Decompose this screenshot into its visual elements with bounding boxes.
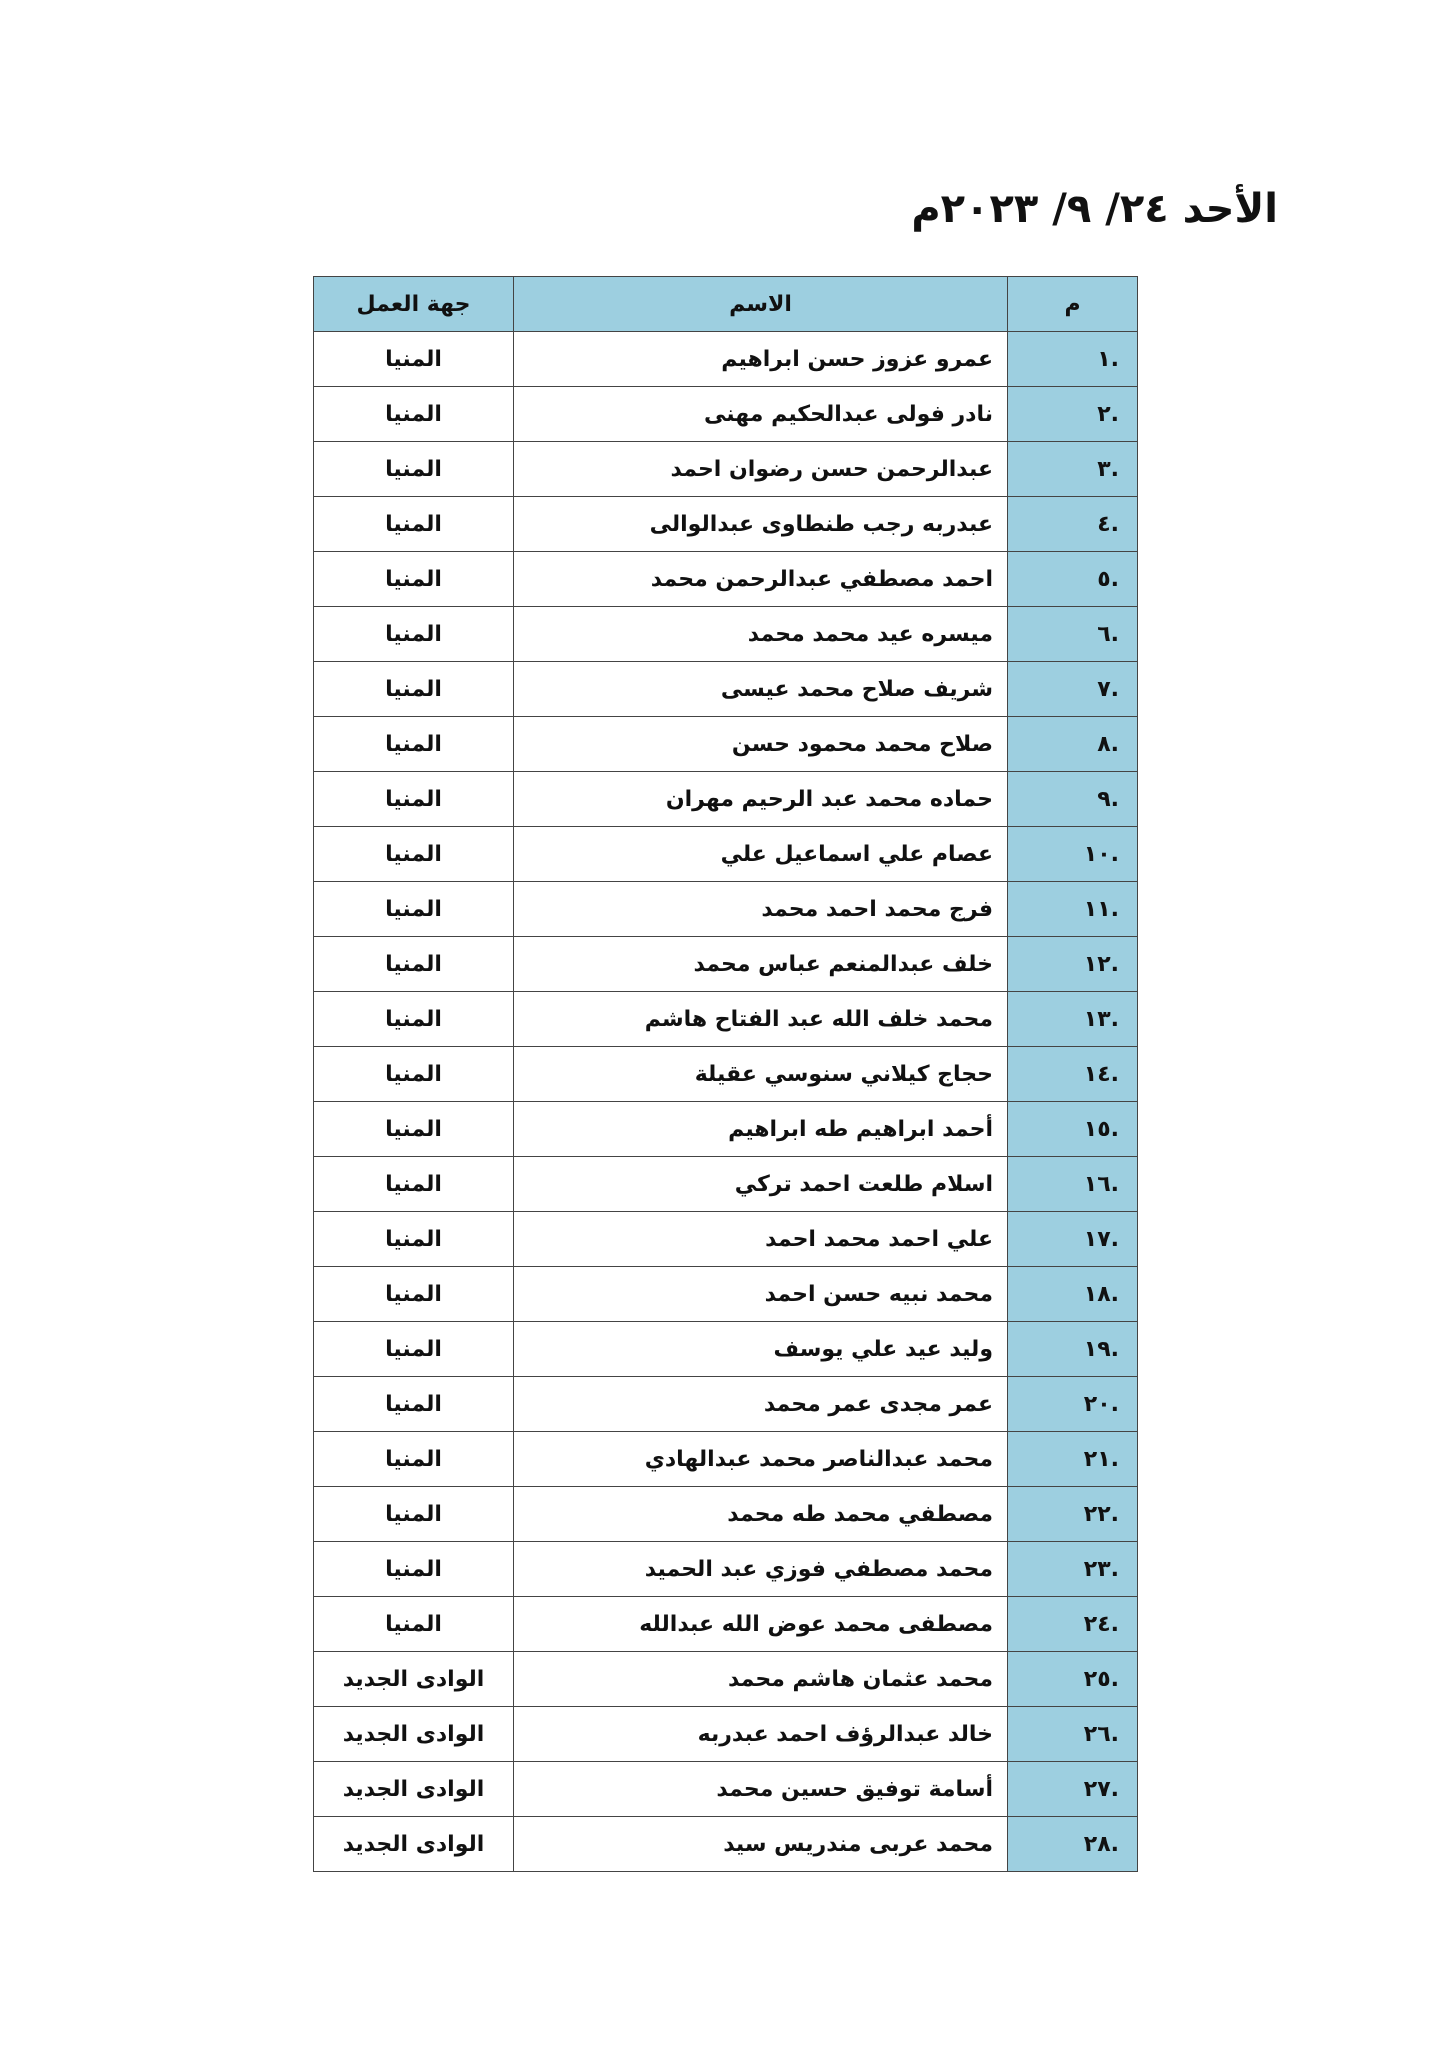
table-row bbox=[314, 827, 1138, 882]
row-name: محمد عربى مندريس سيد bbox=[514, 1817, 1008, 1872]
row-number: .٢١ bbox=[1008, 1432, 1138, 1487]
table-row bbox=[314, 992, 1138, 1047]
row-name: احمد مصطفي عبدالرحمن محمد bbox=[514, 552, 1008, 607]
row-name: حماده محمد عبد الرحيم مهران bbox=[514, 772, 1008, 827]
row-number: .٢٣ bbox=[1008, 1542, 1138, 1597]
row-workplace: المنيا bbox=[314, 552, 514, 607]
row-name: وليد عيد علي يوسف bbox=[514, 1322, 1008, 1377]
row-workplace: المنيا bbox=[314, 937, 514, 992]
row-number: .١٥ bbox=[1008, 1102, 1138, 1157]
table-row bbox=[314, 1047, 1138, 1102]
row-workplace: المنيا bbox=[314, 1432, 514, 1487]
table-row bbox=[314, 882, 1138, 937]
row-workplace: المنيا bbox=[314, 1487, 514, 1542]
table-row bbox=[314, 1322, 1138, 1377]
row-number: .٢٦ bbox=[1008, 1707, 1138, 1762]
row-number: .٤ bbox=[1008, 497, 1138, 552]
row-number: .١٣ bbox=[1008, 992, 1138, 1047]
row-workplace: المنيا bbox=[314, 1102, 514, 1157]
table-row bbox=[314, 1597, 1138, 1652]
row-workplace: الوادى الجديد bbox=[314, 1707, 514, 1762]
row-name: عبدالرحمن حسن رضوان احمد bbox=[514, 442, 1008, 497]
table-row bbox=[314, 772, 1138, 827]
row-workplace: المنيا bbox=[314, 827, 514, 882]
row-workplace: المنيا bbox=[314, 1597, 514, 1652]
row-name: ميسره عيد محمد محمد bbox=[514, 607, 1008, 662]
table-body bbox=[314, 332, 1138, 1872]
row-name: محمد خلف الله عبد الفتاح هاشم bbox=[514, 992, 1008, 1047]
table-row bbox=[314, 1377, 1138, 1432]
row-number: .٢٥ bbox=[1008, 1652, 1138, 1707]
row-name: محمد عبدالناصر محمد عبدالهادي bbox=[514, 1432, 1008, 1487]
row-number: .٢٨ bbox=[1008, 1817, 1138, 1872]
row-name: أحمد ابراهيم طه ابراهيم bbox=[514, 1102, 1008, 1157]
row-number: .٦ bbox=[1008, 607, 1138, 662]
table-row bbox=[314, 497, 1138, 552]
row-number: .٥ bbox=[1008, 552, 1138, 607]
row-name: عمرو عزوز حسن ابراهيم bbox=[514, 332, 1008, 387]
table-row bbox=[314, 937, 1138, 992]
row-name: أسامة توفيق حسين محمد bbox=[514, 1762, 1008, 1817]
row-number: .٣ bbox=[1008, 442, 1138, 497]
row-number: .١٨ bbox=[1008, 1267, 1138, 1322]
row-workplace: المنيا bbox=[314, 332, 514, 387]
row-workplace: المنيا bbox=[314, 1322, 514, 1377]
row-name: نادر فولى عبدالحكيم مهنى bbox=[514, 387, 1008, 442]
row-name: محمد مصطفي فوزي عبد الحميد bbox=[514, 1542, 1008, 1597]
row-workplace: الوادى الجديد bbox=[314, 1652, 514, 1707]
row-workplace: المنيا bbox=[314, 1542, 514, 1597]
row-workplace: المنيا bbox=[314, 387, 514, 442]
row-number: .١ bbox=[1008, 332, 1138, 387]
row-workplace: الوادى الجديد bbox=[314, 1762, 514, 1817]
row-number: .١٠ bbox=[1008, 827, 1138, 882]
row-name: اسلام طلعت احمد تركي bbox=[514, 1157, 1008, 1212]
row-name: مصطفي محمد طه محمد bbox=[514, 1487, 1008, 1542]
row-number: .٢ bbox=[1008, 387, 1138, 442]
row-workplace: المنيا bbox=[314, 1047, 514, 1102]
row-workplace: المنيا bbox=[314, 1377, 514, 1432]
row-name: عمر مجدى عمر محمد bbox=[514, 1377, 1008, 1432]
row-name: صلاح محمد محمود حسن bbox=[514, 717, 1008, 772]
table-row bbox=[314, 552, 1138, 607]
table-row bbox=[314, 442, 1138, 497]
table-row bbox=[314, 1102, 1138, 1157]
table-row bbox=[314, 607, 1138, 662]
row-workplace: المنيا bbox=[314, 442, 514, 497]
row-name: فرج محمد احمد محمد bbox=[514, 882, 1008, 937]
table-row bbox=[314, 1267, 1138, 1322]
row-name: محمد نبيه حسن احمد bbox=[514, 1267, 1008, 1322]
page-title: الأحد ٢٤/ ٩/ ٢٠٢٣م bbox=[911, 186, 1278, 232]
table-row bbox=[314, 387, 1138, 442]
row-workplace: المنيا bbox=[314, 1267, 514, 1322]
row-number: .١٦ bbox=[1008, 1157, 1138, 1212]
row-number: .١٤ bbox=[1008, 1047, 1138, 1102]
table-row bbox=[314, 1432, 1138, 1487]
row-workplace: المنيا bbox=[314, 607, 514, 662]
row-number: .٩ bbox=[1008, 772, 1138, 827]
header-work: جهة العمل bbox=[314, 277, 514, 332]
table-row bbox=[314, 332, 1138, 387]
table-row bbox=[314, 1762, 1138, 1817]
table-row bbox=[314, 1212, 1138, 1267]
row-workplace: الوادى الجديد bbox=[314, 1817, 514, 1872]
row-workplace: المنيا bbox=[314, 662, 514, 717]
table-row bbox=[314, 717, 1138, 772]
row-workplace: المنيا bbox=[314, 772, 514, 827]
table-row bbox=[314, 1157, 1138, 1212]
row-name: عبدربه رجب طنطاوى عبدالوالى bbox=[514, 497, 1008, 552]
names-table bbox=[313, 276, 1138, 1872]
row-workplace: المنيا bbox=[314, 882, 514, 937]
row-workplace: المنيا bbox=[314, 1157, 514, 1212]
table-header bbox=[314, 277, 1138, 332]
row-number: .٢٤ bbox=[1008, 1597, 1138, 1652]
row-name: مصطفى محمد عوض الله عبدالله bbox=[514, 1597, 1008, 1652]
row-number: .١٩ bbox=[1008, 1322, 1138, 1377]
table-row bbox=[314, 1487, 1138, 1542]
row-name: خلف عبدالمنعم عباس محمد bbox=[514, 937, 1008, 992]
row-workplace: المنيا bbox=[314, 992, 514, 1047]
row-number: .٢٠ bbox=[1008, 1377, 1138, 1432]
row-number: .١٢ bbox=[1008, 937, 1138, 992]
row-number: .١١ bbox=[1008, 882, 1138, 937]
row-name: حجاج كيلاني سنوسي عقيلة bbox=[514, 1047, 1008, 1102]
row-workplace: المنيا bbox=[314, 497, 514, 552]
row-number: .١٧ bbox=[1008, 1212, 1138, 1267]
row-name: شريف صلاح محمد عيسى bbox=[514, 662, 1008, 717]
table-row bbox=[314, 1817, 1138, 1872]
row-workplace: المنيا bbox=[314, 1212, 514, 1267]
table-row bbox=[314, 662, 1138, 717]
row-number: .٢٢ bbox=[1008, 1487, 1138, 1542]
header-name: الاسم bbox=[514, 277, 1008, 332]
row-name: عصام علي اسماعيل علي bbox=[514, 827, 1008, 882]
header-num: م bbox=[1008, 277, 1138, 332]
row-name: خالد عبدالرؤف احمد عبدربه bbox=[514, 1707, 1008, 1762]
row-name: محمد عثمان هاشم محمد bbox=[514, 1652, 1008, 1707]
row-workplace: المنيا bbox=[314, 717, 514, 772]
row-number: .٧ bbox=[1008, 662, 1138, 717]
row-number: .٢٧ bbox=[1008, 1762, 1138, 1817]
table-row bbox=[314, 1707, 1138, 1762]
row-name: علي احمد محمد احمد bbox=[514, 1212, 1008, 1267]
header-row bbox=[314, 277, 1138, 332]
table-row bbox=[314, 1542, 1138, 1597]
table-row bbox=[314, 1652, 1138, 1707]
row-number: .٨ bbox=[1008, 717, 1138, 772]
